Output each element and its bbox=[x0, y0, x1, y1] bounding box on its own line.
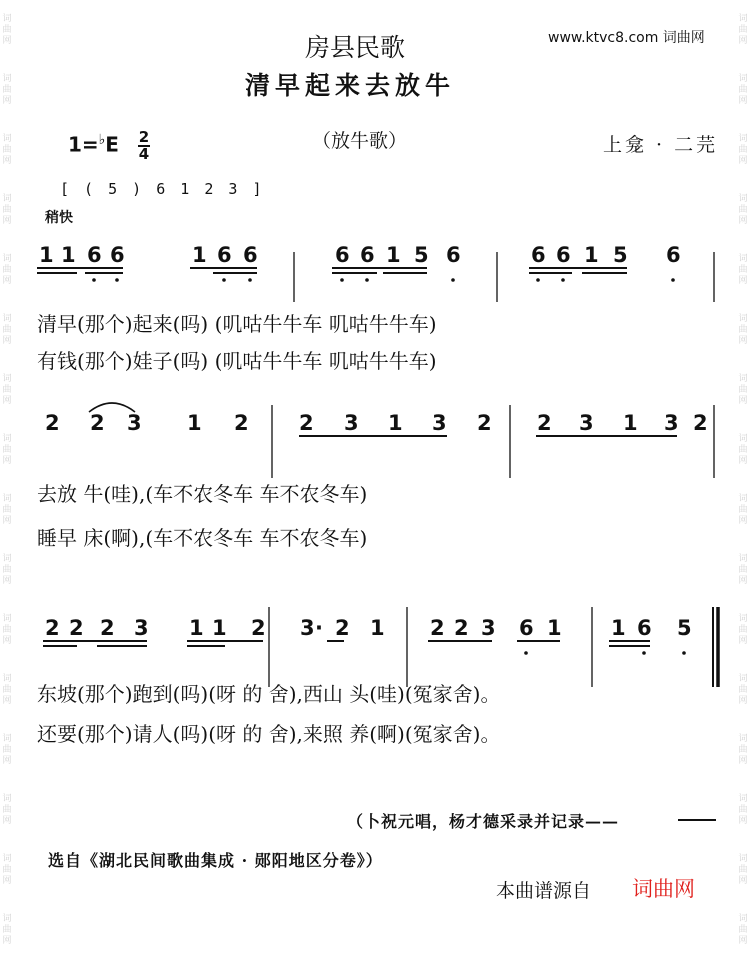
watermark-char: 曲 bbox=[738, 564, 748, 575]
note-digit: 6 bbox=[531, 243, 546, 267]
note-digit: 6 bbox=[666, 243, 681, 267]
watermark-char: 网 bbox=[2, 215, 12, 226]
watermark-char: 曲 bbox=[738, 444, 748, 455]
note-digit: 3 bbox=[481, 616, 496, 640]
watermark-group bbox=[736, 120, 750, 180]
watermark-char: 曲 bbox=[738, 324, 748, 335]
watermark-char: 网 bbox=[738, 695, 748, 706]
watermark-char: 曲 bbox=[738, 864, 748, 875]
watermark-char: 曲 bbox=[2, 744, 12, 755]
watermark-char: 词 bbox=[738, 493, 748, 504]
score-system-1 bbox=[37, 230, 720, 390]
octave-dot-below bbox=[561, 278, 565, 282]
note-digit: 5 bbox=[677, 616, 692, 640]
note-digit: 2 bbox=[100, 616, 115, 640]
watermark-char: 曲 bbox=[738, 264, 748, 275]
song-origin: 上龛 · 二芫 bbox=[603, 134, 719, 156]
note-digit: 6 bbox=[360, 243, 375, 267]
song-title: 清早起来去放牛 bbox=[245, 71, 456, 100]
watermark-group bbox=[736, 420, 750, 480]
watermark-char: 网 bbox=[738, 215, 748, 226]
note-digit: 6 bbox=[243, 243, 258, 267]
octave-dot-below bbox=[248, 278, 252, 282]
watermark-char: 曲 bbox=[738, 384, 748, 395]
watermark-group bbox=[736, 0, 750, 60]
watermark-char: 网 bbox=[738, 515, 748, 526]
watermark-group bbox=[736, 900, 750, 960]
watermark-char: 网 bbox=[738, 635, 748, 646]
note-digit: 6 bbox=[335, 243, 350, 267]
watermark-char: 网 bbox=[2, 275, 12, 286]
watermark-char: 曲 bbox=[738, 924, 748, 935]
note-digit: 2 bbox=[477, 411, 492, 435]
watermark-char: 网 bbox=[2, 35, 12, 46]
watermark-char: 词 bbox=[2, 553, 12, 564]
note-digit: 2 bbox=[430, 616, 445, 640]
note-digit: 2 bbox=[45, 616, 60, 640]
note-digit: 2 bbox=[299, 411, 314, 435]
lyric-line-3a: 东坡(那个)跑到(吗)(呀 的 舍),西山 头(哇)(冤家舍)。 bbox=[37, 682, 501, 706]
note-digit: 3 bbox=[134, 616, 149, 640]
watermark-group bbox=[736, 60, 750, 120]
note-digit: 1 bbox=[388, 411, 403, 435]
watermark-char: 网 bbox=[2, 155, 12, 166]
octave-dot-below bbox=[92, 278, 96, 282]
watermark-char: 曲 bbox=[738, 804, 748, 815]
watermark-group bbox=[736, 780, 750, 840]
watermark-group bbox=[0, 60, 14, 120]
watermark-char: 网 bbox=[738, 575, 748, 586]
watermark-char: 词 bbox=[738, 133, 748, 144]
watermark-char: 网 bbox=[2, 695, 12, 706]
note-digit: · bbox=[315, 616, 323, 640]
watermark-char: 词 bbox=[738, 193, 748, 204]
watermark-char: 网 bbox=[2, 335, 12, 346]
watermark-char: 曲 bbox=[738, 744, 748, 755]
watermark-group bbox=[736, 480, 750, 540]
watermark-char: 曲 bbox=[2, 804, 12, 815]
watermark-char: 曲 bbox=[2, 204, 12, 215]
watermark-char: 曲 bbox=[2, 684, 12, 695]
watermark-char: 网 bbox=[738, 455, 748, 466]
watermark-char: 词 bbox=[738, 313, 748, 324]
watermark-strip-left bbox=[0, 0, 14, 946]
watermark-char: 曲 bbox=[2, 384, 12, 395]
watermark-group bbox=[0, 240, 14, 300]
note-digit: 1 bbox=[584, 243, 599, 267]
note-digit: 5 bbox=[613, 243, 628, 267]
watermark-group bbox=[0, 660, 14, 720]
watermark-char: 词 bbox=[738, 673, 748, 684]
watermark-char: 曲 bbox=[2, 864, 12, 875]
watermark-char: 词 bbox=[738, 373, 748, 384]
intro-notes: [ ( 5 ) 6 1 2 3 ] bbox=[60, 180, 265, 198]
octave-dot-below bbox=[340, 278, 344, 282]
octave-dot-below bbox=[682, 651, 686, 655]
lyric-line-1b: 有钱(那个)娃子(吗) (叽咕牛牛车 叽咕牛牛车) bbox=[37, 349, 437, 373]
watermark-group bbox=[0, 780, 14, 840]
watermark-group bbox=[0, 720, 14, 780]
watermark-char: 网 bbox=[2, 95, 12, 106]
watermark-group bbox=[736, 840, 750, 900]
notation-row-3 bbox=[37, 600, 720, 660]
watermark-char: 曲 bbox=[738, 204, 748, 215]
watermark-char: 网 bbox=[738, 395, 748, 406]
key-prefix: 1= bbox=[68, 132, 99, 157]
note-digit: 3 bbox=[664, 411, 679, 435]
watermark-char: 网 bbox=[738, 935, 748, 946]
watermark-char: 网 bbox=[2, 395, 12, 406]
time-signature bbox=[138, 130, 150, 162]
note-digit: 3 bbox=[432, 411, 447, 435]
watermark-char: 曲 bbox=[2, 144, 12, 155]
watermark-char: 词 bbox=[738, 13, 748, 24]
score-system-2 bbox=[37, 395, 720, 555]
watermark-char: 词 bbox=[738, 553, 748, 564]
note-digit: 3 bbox=[579, 411, 594, 435]
notation-row-1 bbox=[37, 230, 720, 290]
note-digit: 6 bbox=[446, 243, 461, 267]
lyric-line-3b: 还要(那个)请人(吗)(呀 的 舍),来照 养(啊)(冤家舍)。 bbox=[37, 722, 501, 746]
watermark-char: 词 bbox=[738, 853, 748, 864]
watermark-char: 网 bbox=[2, 875, 12, 886]
watermark-char: 词 bbox=[738, 253, 748, 264]
notation-row-2 bbox=[37, 395, 720, 455]
note-digit: 2 bbox=[454, 616, 469, 640]
note-digit: 5 bbox=[414, 243, 429, 267]
watermark-char: 曲 bbox=[738, 684, 748, 695]
score-system-3 bbox=[37, 600, 720, 750]
note-digit: 6 bbox=[87, 243, 102, 267]
flat-icon: ♭ bbox=[98, 131, 106, 148]
watermark-char: 网 bbox=[2, 515, 12, 526]
watermark-char: 曲 bbox=[2, 504, 12, 515]
note-digit: 2 bbox=[90, 411, 105, 435]
watermark-group bbox=[736, 540, 750, 600]
watermark-group bbox=[736, 600, 750, 660]
watermark-char: 词 bbox=[738, 733, 748, 744]
watermark-char: 曲 bbox=[2, 324, 12, 335]
watermark-char: 网 bbox=[738, 875, 748, 886]
lyric-line-1a: 清早(那个)起来(吗) (叽咕牛牛车 叽咕牛牛车) bbox=[37, 312, 437, 336]
note-digit: 1 bbox=[61, 243, 76, 267]
watermark-char: 词 bbox=[738, 73, 748, 84]
watermark-char: 词 bbox=[2, 853, 12, 864]
octave-dot-below bbox=[115, 278, 119, 282]
watermark-char: 曲 bbox=[2, 84, 12, 95]
watermark-char: 网 bbox=[738, 755, 748, 766]
lyric-line-2b: 睡早 床(啊),(车不农冬车 车不农冬车) bbox=[37, 526, 368, 550]
watermark-char: 曲 bbox=[738, 144, 748, 155]
watermark-group bbox=[0, 840, 14, 900]
watermark-char: 词 bbox=[2, 13, 12, 24]
watermark-char: 词 bbox=[2, 193, 12, 204]
watermark-char: 网 bbox=[738, 275, 748, 286]
performer-credit: （卜祝元唱，杨才德采录并记录—— bbox=[347, 812, 620, 831]
watermark-char: 网 bbox=[738, 35, 748, 46]
site-watermark[interactable]: www.ktvc8.com 词曲网 bbox=[548, 30, 705, 46]
watermark-char: 曲 bbox=[2, 264, 12, 275]
watermark-char: 曲 bbox=[738, 504, 748, 515]
note-digit: 3 bbox=[344, 411, 359, 435]
octave-dot-below bbox=[524, 651, 528, 655]
watermark-char: 词 bbox=[738, 793, 748, 804]
footer-source-text: 本曲谱源自 bbox=[496, 880, 592, 902]
watermark-char: 网 bbox=[738, 335, 748, 346]
watermark-char: 网 bbox=[738, 155, 748, 166]
note-digit: 6 bbox=[217, 243, 232, 267]
watermark-char: 词 bbox=[2, 313, 12, 324]
note-digit: 2 bbox=[69, 616, 84, 640]
note-digit: 6 bbox=[519, 616, 534, 640]
note-digit: 2 bbox=[335, 616, 350, 640]
note-digit: 1 bbox=[386, 243, 401, 267]
watermark-group bbox=[0, 360, 14, 420]
note-digit: 6 bbox=[110, 243, 125, 267]
watermark-char: 词 bbox=[2, 493, 12, 504]
watermark-group bbox=[0, 420, 14, 480]
octave-dot-below bbox=[642, 651, 646, 655]
note-digit: 2 bbox=[45, 411, 60, 435]
octave-dot-below bbox=[536, 278, 540, 282]
octave-dot-below bbox=[222, 278, 226, 282]
watermark-group bbox=[0, 0, 14, 60]
key-tonic: E bbox=[105, 132, 119, 157]
note-digit: 2 bbox=[251, 616, 266, 640]
watermark-group bbox=[0, 540, 14, 600]
watermark-char: 词 bbox=[2, 133, 12, 144]
note-digit: 2 bbox=[234, 411, 249, 435]
watermark-char: 词 bbox=[2, 613, 12, 624]
note-digit: 1 bbox=[189, 616, 204, 640]
note-digit: 3 bbox=[127, 411, 142, 435]
watermark-char: 词 bbox=[2, 793, 12, 804]
watermark-group bbox=[736, 720, 750, 780]
watermark-group bbox=[736, 360, 750, 420]
time-top: 2 bbox=[138, 128, 150, 146]
watermark-group bbox=[0, 600, 14, 660]
watermark-char: 曲 bbox=[2, 924, 12, 935]
region-title: 房县民歌 bbox=[305, 33, 406, 62]
note-digit: 1 bbox=[623, 411, 638, 435]
watermark-char: 曲 bbox=[738, 24, 748, 35]
watermark-char: 网 bbox=[2, 635, 12, 646]
note-digit: 6 bbox=[556, 243, 571, 267]
watermark-group bbox=[0, 480, 14, 540]
credit-dash bbox=[678, 819, 716, 821]
watermark-char: 词 bbox=[738, 433, 748, 444]
watermark-char: 曲 bbox=[738, 84, 748, 95]
watermark-char: 词 bbox=[738, 913, 748, 924]
watermark-char: 曲 bbox=[738, 624, 748, 635]
watermark-char: 网 bbox=[2, 935, 12, 946]
watermark-char: 词 bbox=[2, 733, 12, 744]
key-signature bbox=[68, 130, 150, 162]
note-digit: 1 bbox=[187, 411, 202, 435]
watermark-char: 词 bbox=[2, 433, 12, 444]
octave-dot-below bbox=[365, 278, 369, 282]
octave-dot-below bbox=[451, 278, 455, 282]
watermark-strip-right bbox=[736, 0, 750, 946]
watermark-char: 词 bbox=[2, 913, 12, 924]
tempo-marking: 稍快 bbox=[45, 210, 73, 226]
footer-brand-link[interactable]: 词曲网 bbox=[632, 877, 695, 901]
note-digit: 1 bbox=[547, 616, 562, 640]
watermark-group bbox=[736, 180, 750, 240]
watermark-char: 网 bbox=[2, 455, 12, 466]
note-digit: 1 bbox=[611, 616, 626, 640]
note-digit: 1 bbox=[192, 243, 207, 267]
watermark-char: 词 bbox=[2, 73, 12, 84]
song-subtitle: （放牛歌） bbox=[312, 130, 408, 152]
watermark-group bbox=[0, 300, 14, 360]
watermark-char: 网 bbox=[2, 575, 12, 586]
note-digit: 3 bbox=[300, 616, 315, 640]
watermark-char: 曲 bbox=[2, 564, 12, 575]
lyric-line-2a: 去放 牛(哇),(车不农冬车 车不农冬车) bbox=[37, 482, 368, 506]
watermark-char: 网 bbox=[738, 815, 748, 826]
watermark-char: 曲 bbox=[2, 24, 12, 35]
watermark-group bbox=[0, 180, 14, 240]
source-citation: 选自《湖北民间歌曲集成 · 郧阳地区分卷》） bbox=[48, 851, 383, 870]
note-digit: 6 bbox=[637, 616, 652, 640]
note-digit: 2 bbox=[693, 411, 708, 435]
watermark-group bbox=[736, 240, 750, 300]
watermark-char: 词 bbox=[2, 673, 12, 684]
note-digit: 1 bbox=[212, 616, 227, 640]
watermark-char: 网 bbox=[738, 95, 748, 106]
watermark-char: 词 bbox=[2, 253, 12, 264]
watermark-char: 词 bbox=[2, 373, 12, 384]
watermark-char: 网 bbox=[2, 755, 12, 766]
watermark-group bbox=[736, 300, 750, 360]
watermark-group bbox=[0, 120, 14, 180]
watermark-char: 曲 bbox=[2, 624, 12, 635]
watermark-group bbox=[736, 660, 750, 720]
note-digit: 2 bbox=[537, 411, 552, 435]
watermark-char: 网 bbox=[2, 815, 12, 826]
octave-dot-below bbox=[671, 278, 675, 282]
time-bottom: 4 bbox=[138, 145, 150, 163]
watermark-char: 词 bbox=[738, 613, 748, 624]
watermark-char: 曲 bbox=[2, 444, 12, 455]
note-digit: 1 bbox=[370, 616, 385, 640]
note-digit: 1 bbox=[39, 243, 54, 267]
watermark-group bbox=[0, 900, 14, 960]
